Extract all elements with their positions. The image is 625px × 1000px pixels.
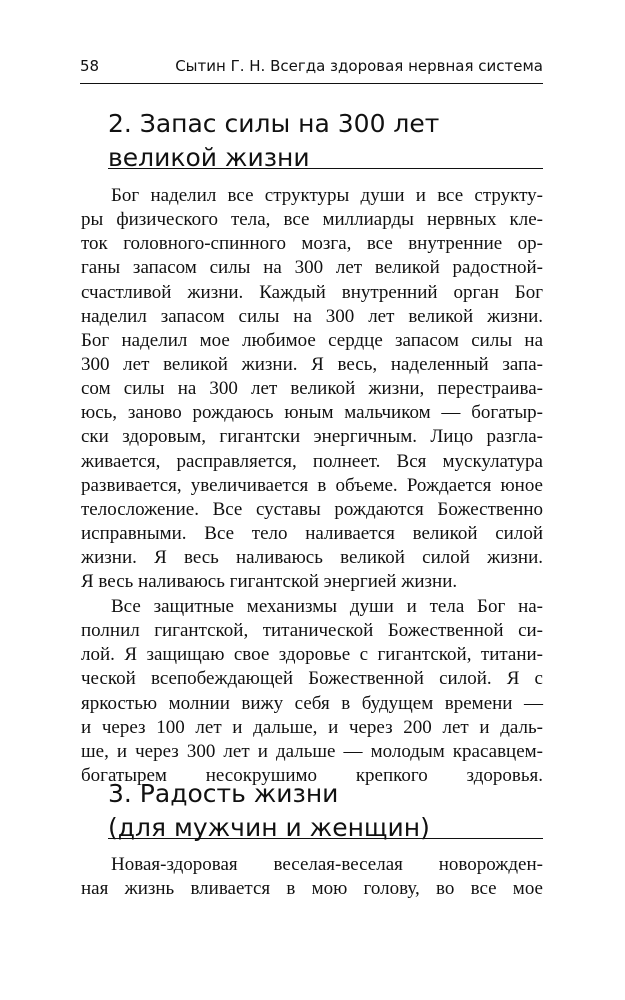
text-line: исправными. Все тело наливается великой силой [81, 522, 543, 544]
text-line: ческой всепобеждающей Божественной силой. Я с [81, 668, 543, 690]
text-line: телосложение. Все суставы рождаются Божественно [81, 498, 543, 520]
text-line: богатырем несокрушимо крепкого здоровья. [81, 764, 543, 786]
text-line: 300 лет великой жизни. Я весь, наделенный запа- [81, 353, 543, 375]
text-line: ски здоровым, гигантски энергичным. Лицо разгла- [81, 426, 543, 448]
text-line: и через 100 лет и дальше, и через 200 лет и даль- [81, 716, 543, 738]
page-number: 58 [80, 57, 100, 75]
section-2-paragraph-2 [81, 595, 543, 788]
section-3-paragraph-1 [81, 853, 543, 901]
text-line: яркостью молнии вижу себя в будущем времени — [81, 692, 543, 714]
text-line: Бог наделил все структуры души и все структу- [111, 185, 543, 206]
text-line: Новая-здоровая веселая-веселая новорожден- [111, 854, 543, 875]
text-line: полнил гигантской, титанической Божественной си- [81, 620, 543, 642]
section-2-title [108, 107, 543, 175]
header-rule [80, 83, 543, 84]
section-3-title-rule [108, 838, 543, 839]
text-line: ше, и через 300 лет и дальше — молодым красавцем- [81, 740, 543, 762]
text-line: Все защитные механизмы души и тела Бог на- [111, 596, 543, 617]
running-title: Сытин Г. Н. Всегда здоровая нервная система [175, 57, 543, 75]
section-title-line: великой жизни [108, 143, 310, 172]
text-line: Я весь наливаюсь гигантской энергией жизни. [81, 571, 458, 593]
text-line: ры физического тела, все миллиарды нервных кле- [81, 209, 543, 231]
text-line: жизни. Я весь наливаюсь великой силой жизни. [81, 547, 543, 569]
section-title-line: 2. Запас силы на 300 лет [108, 109, 440, 138]
text-line: счастливой жизни. Каждый внутренний орган Бог [81, 281, 543, 303]
section-title-line: (для мужчин и женщин) [108, 813, 430, 842]
text-line: Бог наделил мое любимое сердце запасом силы на [81, 329, 543, 351]
text-line: ная жизнь вливается в мою голову, во все мое [81, 878, 543, 900]
running-header [80, 56, 543, 80]
section-title-line: 3. Радость жизни [108, 779, 339, 808]
text-line: развивается, увеличивается в объеме. Рождается юное [81, 474, 543, 496]
text-line: живается, расправляется, полнеет. Вся мускулатура [81, 450, 543, 472]
text-line: ганы запасом силы на 300 лет великой радостной- [81, 257, 543, 279]
text-line: юсь, заново рождаюсь юным мальчиком — богатыр- [81, 402, 543, 424]
text-line: наделил запасом силы на 300 лет великой жизни. [81, 305, 543, 327]
text-line: сом силы на 300 лет великой жизни, перестраива- [81, 378, 543, 400]
text-line: ток головного-спинного мозга, все внутренние ор- [81, 233, 543, 255]
section-3-title [108, 777, 543, 845]
section-2-paragraph-1 [81, 184, 543, 594]
section-2-title-rule [108, 168, 543, 169]
text-line: лой. Я защищаю свое здоровье с гигантской, титани- [81, 644, 543, 666]
